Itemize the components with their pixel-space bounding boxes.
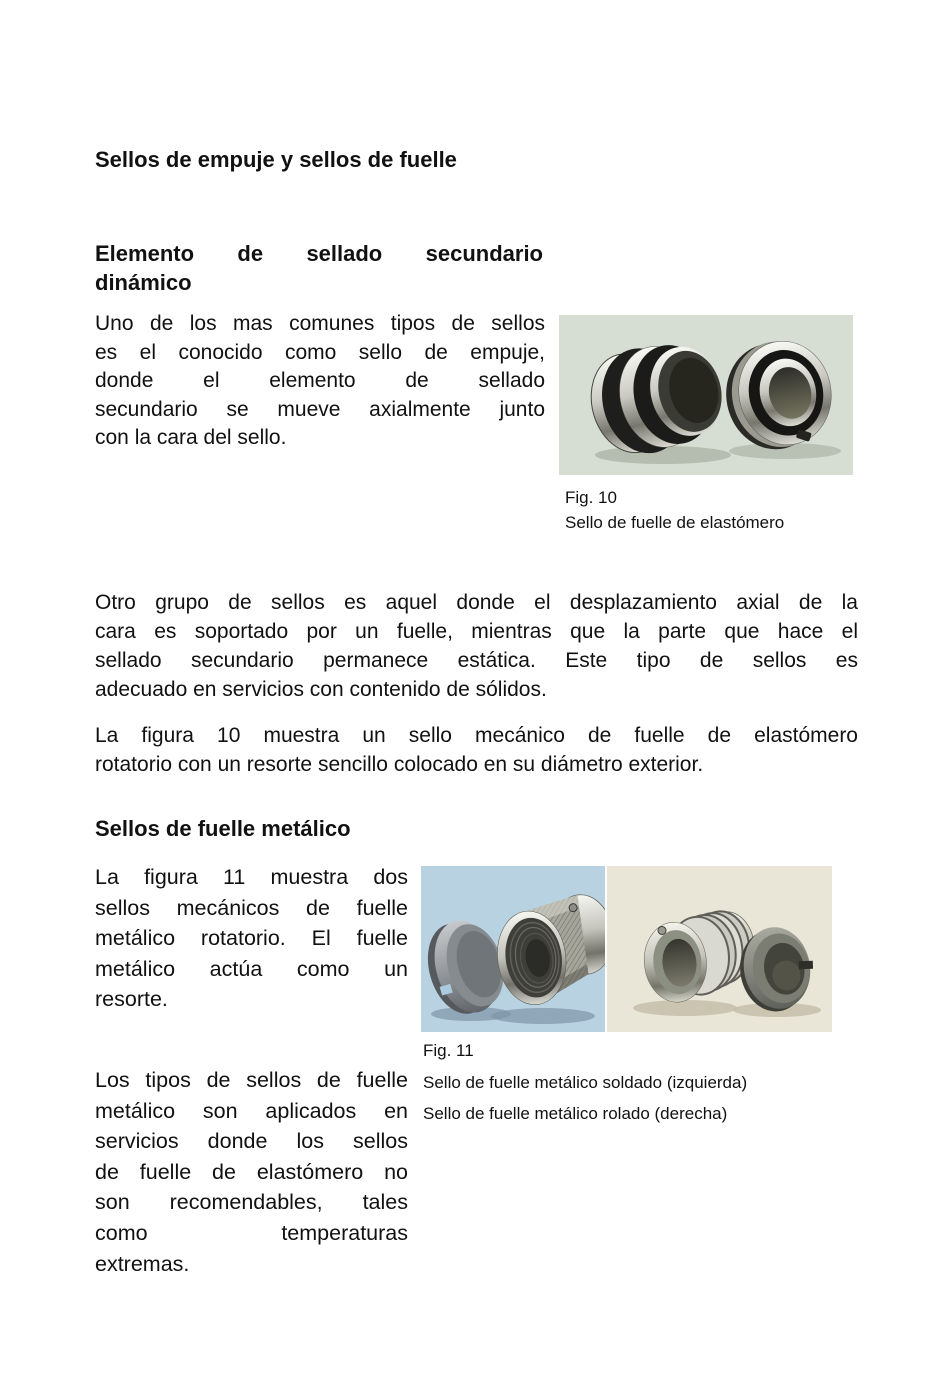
fig10-photo-illustration: [559, 315, 853, 475]
fig10-caption-text: Sello de fuelle de elastómero: [565, 513, 785, 532]
fig11-label: Fig. 11: [423, 1041, 474, 1060]
fig11-caption-left: Sello de fuelle metálico soldado (izquierda): [423, 1073, 748, 1092]
paragraph-otro-grupo: Otro grupo de sellos es aquel donde el desplazamiento axial de la cara es soportado por un fuelle, mientras que la parte que hace el sellado secundario permanece estática. Este tipo de sellos es adecuado en servicios con contenido de sólidos.: [95, 591, 858, 701]
fig11-right-photo-rolled-bellows: [607, 866, 832, 1032]
paragraph-sello-empuje: Uno de los mas comunes tipos de sellos es el conocido como sello de empuje, donde el elemento de sellado secundario se mueve axialmente junto con la cara del sello.: [95, 312, 545, 450]
paragraph-figura11: La figura 11 muestra dos sellos mecánicos de fuelle metálico rotatorio. El fuelle metálico actúa como un resorte.: [95, 865, 408, 1012]
fig11-caption-right: Sello de fuelle metálico rolado (derecha): [423, 1104, 728, 1123]
fig11-photo: [421, 866, 832, 1032]
fig10-caption: [565, 485, 855, 535]
fig11-left-photo-welded-bellows: [421, 866, 605, 1032]
paragraph-tipos-sellos-fuelle: Los tipos de sellos de fuelle metálico son aplicados en servicios donde los sellos de fuelle de elastómero no son recomendables, tales como temperaturas extremas.: [95, 1068, 408, 1276]
page-title: Sellos de empuje y sellos de fuelle: [95, 147, 457, 172]
heading-elemento-sellado-secundario: Elemento de sellado secundario dinámico: [95, 241, 543, 295]
paragraph-figura10: La figura 10 muestra un sello mecánico de fuelle de elastómero rotatorio con un resorte sencillo colocado en su diámetro exterior.: [95, 724, 858, 776]
fig10-label: Fig. 10: [565, 488, 617, 507]
fig10-photo: [559, 315, 853, 475]
heading-sellos-fuelle-metalico: Sellos de fuelle metálico: [95, 816, 351, 841]
